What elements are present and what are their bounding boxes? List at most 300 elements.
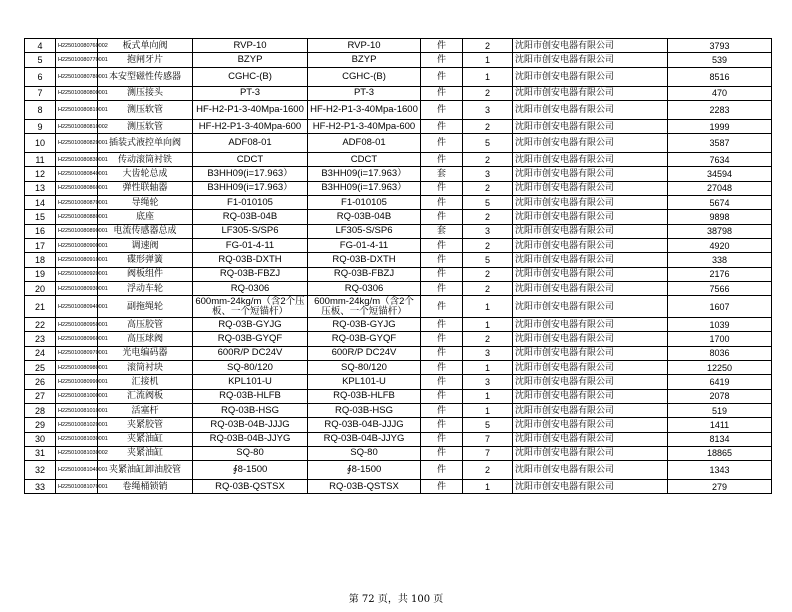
- model-number: SQ-80/120: [193, 361, 308, 375]
- table-row: [25, 253, 772, 267]
- model-number: RQ-03B-HLFB: [193, 389, 308, 403]
- material-code: H225010080870001: [56, 196, 98, 210]
- quantity: 2: [463, 86, 513, 100]
- material-code: H225010081010001: [56, 403, 98, 417]
- supplier-name: 沈阳市创安电器有限公司: [513, 67, 668, 86]
- amount: 3587: [668, 134, 772, 153]
- item-name: 抱闸牙片: [98, 53, 193, 67]
- model-number: BZYP: [193, 53, 308, 67]
- table-row: [25, 480, 772, 494]
- item-name: 插装式液控单向阀: [98, 134, 193, 153]
- amount: 38798: [668, 224, 772, 238]
- material-code: H225010080970001: [56, 346, 98, 360]
- unit: 套: [421, 224, 463, 238]
- specification: RQ-03B-GYQF: [308, 332, 421, 346]
- material-code: H225010080960001: [56, 332, 98, 346]
- quantity: 1: [463, 318, 513, 332]
- material-code: H225010080950001: [56, 318, 98, 332]
- row-number: 10: [25, 134, 56, 153]
- model-number: RQ-0306: [193, 281, 308, 295]
- model-number: ∮8-1500: [193, 461, 308, 480]
- quantity: 1: [463, 480, 513, 494]
- material-code: H225010080990001: [56, 375, 98, 389]
- item-name: 光电编码器: [98, 346, 193, 360]
- unit: 件: [421, 418, 463, 432]
- table-row: [25, 153, 772, 167]
- supplier-name: 沈阳市创安电器有限公司: [513, 389, 668, 403]
- supplier-name: 沈阳市创安电器有限公司: [513, 100, 668, 119]
- model-number: RQ-03B-HSG: [193, 403, 308, 417]
- item-name: 测压软管: [98, 119, 193, 133]
- item-name: 卷绳桶锁销: [98, 480, 193, 494]
- model-number: HF-H2-P1-3-40Mpa-600: [193, 119, 308, 133]
- material-code: H225010081030001: [56, 432, 98, 446]
- amount: 1607: [668, 296, 772, 318]
- table-row: [25, 389, 772, 403]
- quantity: 1: [463, 361, 513, 375]
- unit: 件: [421, 210, 463, 224]
- item-name: 夹紧油缸卸油胶管: [98, 461, 193, 480]
- amount: 1343: [668, 461, 772, 480]
- specification: BZYP: [308, 53, 421, 67]
- row-number: 7: [25, 86, 56, 100]
- row-number: 6: [25, 67, 56, 86]
- supplier-name: 沈阳市创安电器有限公司: [513, 153, 668, 167]
- quantity: 2: [463, 238, 513, 252]
- unit: 件: [421, 281, 463, 295]
- quantity: 3: [463, 167, 513, 181]
- model-number: RVP-10: [193, 39, 308, 53]
- unit: 件: [421, 432, 463, 446]
- item-name: 底座: [98, 210, 193, 224]
- table-row: [25, 134, 772, 153]
- page-footer: 第 72 页，共 100 页: [348, 594, 444, 605]
- material-code: H225010080890001: [56, 224, 98, 238]
- table-row: [25, 167, 772, 181]
- table-row: [25, 267, 772, 281]
- amount: 2176: [668, 267, 772, 281]
- specification: HF-H2-P1-3-40Mpa-1600: [308, 100, 421, 119]
- table-row: [25, 361, 772, 375]
- unit: 件: [421, 67, 463, 86]
- row-number: 26: [25, 375, 56, 389]
- material-code: H225010080840001: [56, 167, 98, 181]
- specification: RQ-03B-HSG: [308, 403, 421, 417]
- specification: B3HH09(i=17.963）: [308, 181, 421, 195]
- table-row: [25, 39, 772, 53]
- unit: 件: [421, 181, 463, 195]
- quantity: 2: [463, 153, 513, 167]
- quantity: 7: [463, 432, 513, 446]
- quantity: 2: [463, 461, 513, 480]
- quantity: 1: [463, 67, 513, 86]
- unit: 件: [421, 446, 463, 460]
- quantity: 2: [463, 210, 513, 224]
- amount: 7566: [668, 281, 772, 295]
- table-row: [25, 181, 772, 195]
- material-code: H225010080910001: [56, 253, 98, 267]
- table-row: [25, 238, 772, 252]
- quantity: 5: [463, 253, 513, 267]
- material-code: H225010080940001: [56, 296, 98, 318]
- model-number: FG-01-4-11: [193, 238, 308, 252]
- row-number: 5: [25, 53, 56, 67]
- unit: 件: [421, 389, 463, 403]
- material-code: H225010080920001: [56, 267, 98, 281]
- specification: RQ-0306: [308, 281, 421, 295]
- table-row: [25, 281, 772, 295]
- specification: HF-H2-P1-3-40Mpa-600: [308, 119, 421, 133]
- unit: 件: [421, 375, 463, 389]
- supplier-name: 沈阳市创安电器有限公司: [513, 361, 668, 375]
- row-number: 15: [25, 210, 56, 224]
- material-code: H225010080760002: [56, 39, 98, 53]
- model-number: HF-H2-P1-3-40Mpa-1600: [193, 100, 308, 119]
- item-name: 本安型磁性传感器: [98, 67, 193, 86]
- material-code: H225010080780001: [56, 67, 98, 86]
- model-number: 600mm-24kg/m（含2个压板、一个短锚杆）: [193, 296, 308, 318]
- supplier-name: 沈阳市创安电器有限公司: [513, 446, 668, 460]
- quantity: 2: [463, 39, 513, 53]
- table-row: [25, 375, 772, 389]
- material-code: H225010081070001: [56, 480, 98, 494]
- item-name: 高压胶管: [98, 318, 193, 332]
- material-code: H225010080820001: [56, 134, 98, 153]
- supplier-name: 沈阳市创安电器有限公司: [513, 210, 668, 224]
- material-code: H225010080930001: [56, 281, 98, 295]
- table-row: [25, 418, 772, 432]
- supplier-name: 沈阳市创安电器有限公司: [513, 196, 668, 210]
- item-name: 夹紧油缸: [98, 432, 193, 446]
- supplier-name: 沈阳市创安电器有限公司: [513, 238, 668, 252]
- specification: SQ-80/120: [308, 361, 421, 375]
- unit: 件: [421, 296, 463, 318]
- row-number: 28: [25, 403, 56, 417]
- supplier-name: 沈阳市创安电器有限公司: [513, 432, 668, 446]
- item-name: 测压软管: [98, 100, 193, 119]
- quantity: 5: [463, 418, 513, 432]
- table-row: [25, 432, 772, 446]
- item-name: 浮动车轮: [98, 281, 193, 295]
- amount: 519: [668, 403, 772, 417]
- model-number: LF305-S/SP6: [193, 224, 308, 238]
- amount: 470: [668, 86, 772, 100]
- quantity: 2: [463, 119, 513, 133]
- row-number: 18: [25, 253, 56, 267]
- table-row: [25, 67, 772, 86]
- supplier-name: 沈阳市创安电器有限公司: [513, 39, 668, 53]
- specification: FG-01-4-11: [308, 238, 421, 252]
- table-row: [25, 100, 772, 119]
- unit: 件: [421, 361, 463, 375]
- amount: 9898: [668, 210, 772, 224]
- amount: 6419: [668, 375, 772, 389]
- material-code: H225010081020001: [56, 418, 98, 432]
- row-number: 21: [25, 296, 56, 318]
- unit: 件: [421, 134, 463, 153]
- specification: CGHC-(B): [308, 67, 421, 86]
- supplier-name: 沈阳市创安电器有限公司: [513, 253, 668, 267]
- specification: F1-010105: [308, 196, 421, 210]
- quantity: 2: [463, 332, 513, 346]
- supplier-name: 沈阳市创安电器有限公司: [513, 119, 668, 133]
- specification: RQ-03B-QSTSX: [308, 480, 421, 494]
- supplier-name: 沈阳市创安电器有限公司: [513, 318, 668, 332]
- unit: 件: [421, 119, 463, 133]
- item-name: 阀板组件: [98, 267, 193, 281]
- model-number: F1-010105: [193, 196, 308, 210]
- item-name: 夹紧胶管: [98, 418, 193, 432]
- specification: RQ-03B-04B: [308, 210, 421, 224]
- specification: RQ-03B-FBZJ: [308, 267, 421, 281]
- model-number: B3HH09(i=17.963）: [193, 181, 308, 195]
- model-number: CGHC-(B): [193, 67, 308, 86]
- material-code: H225010081030002: [56, 446, 98, 460]
- model-number: RQ-03B-04B-JJYG: [193, 432, 308, 446]
- table-row: [25, 346, 772, 360]
- unit: 件: [421, 238, 463, 252]
- specification: RQ-03B-GYJG: [308, 318, 421, 332]
- amount: 279: [668, 480, 772, 494]
- model-number: RQ-03B-QSTSX: [193, 480, 308, 494]
- unit: 件: [421, 267, 463, 281]
- amount: 27048: [668, 181, 772, 195]
- amount: 8516: [668, 67, 772, 86]
- amount: 5674: [668, 196, 772, 210]
- amount: 12250: [668, 361, 772, 375]
- item-name: 滚筒衬块: [98, 361, 193, 375]
- model-number: RQ-03B-GYJG: [193, 318, 308, 332]
- material-code: H225010080800001: [56, 86, 98, 100]
- row-number: 23: [25, 332, 56, 346]
- material-code: H225010081000001: [56, 389, 98, 403]
- row-number: 32: [25, 461, 56, 480]
- supplier-name: 沈阳市创安电器有限公司: [513, 86, 668, 100]
- table-row: [25, 332, 772, 346]
- material-code: H225010080860001: [56, 181, 98, 195]
- amount: 1411: [668, 418, 772, 432]
- supplier-name: 沈阳市创安电器有限公司: [513, 418, 668, 432]
- quantity: 5: [463, 134, 513, 153]
- item-name: 弹性联轴器: [98, 181, 193, 195]
- unit: 件: [421, 153, 463, 167]
- specification: RVP-10: [308, 39, 421, 53]
- specification: CDCT: [308, 153, 421, 167]
- amount: 3793: [668, 39, 772, 53]
- amount: 4920: [668, 238, 772, 252]
- row-number: 33: [25, 480, 56, 494]
- row-number: 16: [25, 224, 56, 238]
- specification: 600mm-24kg/m（含2个压板、一个短锚杆）: [308, 296, 421, 318]
- amount: 1999: [668, 119, 772, 133]
- quantity: 3: [463, 100, 513, 119]
- quantity: 1: [463, 389, 513, 403]
- unit: 套: [421, 167, 463, 181]
- specification: RQ-03B-04B-JJYG: [308, 432, 421, 446]
- material-code: H225010080810001: [56, 100, 98, 119]
- unit: 件: [421, 318, 463, 332]
- supplier-name: 沈阳市创安电器有限公司: [513, 296, 668, 318]
- material-code: H225010080830001: [56, 153, 98, 167]
- table-row: [25, 210, 772, 224]
- unit: 件: [421, 53, 463, 67]
- supplier-name: 沈阳市创安电器有限公司: [513, 375, 668, 389]
- supplier-name: 沈阳市创安电器有限公司: [513, 461, 668, 480]
- unit: 件: [421, 253, 463, 267]
- material-code: H225010080880001: [56, 210, 98, 224]
- model-number: B3HH09(i=17.963）: [193, 167, 308, 181]
- amount: 1700: [668, 332, 772, 346]
- supplier-name: 沈阳市创安电器有限公司: [513, 167, 668, 181]
- row-number: 25: [25, 361, 56, 375]
- quantity: 1: [463, 296, 513, 318]
- model-number: CDCT: [193, 153, 308, 167]
- row-number: 17: [25, 238, 56, 252]
- specification: B3HH09(i=17.963）: [308, 167, 421, 181]
- row-number: 4: [25, 39, 56, 53]
- specification: LF305-S/SP6: [308, 224, 421, 238]
- item-name: 碟形弹簧: [98, 253, 193, 267]
- model-number: RQ-03B-04B-JJJG: [193, 418, 308, 432]
- table-row: [25, 224, 772, 238]
- unit: 件: [421, 196, 463, 210]
- row-number: 12: [25, 167, 56, 181]
- row-number: 30: [25, 432, 56, 446]
- quantity: 1: [463, 53, 513, 67]
- model-number: RQ-03B-04B: [193, 210, 308, 224]
- supplier-name: 沈阳市创安电器有限公司: [513, 346, 668, 360]
- material-code: H225010080980001: [56, 361, 98, 375]
- supplier-name: 沈阳市创安电器有限公司: [513, 281, 668, 295]
- model-number: RQ-03B-FBZJ: [193, 267, 308, 281]
- table-row: [25, 461, 772, 480]
- item-name: 传动滚筒衬铁: [98, 153, 193, 167]
- material-code: H225010080900001: [56, 238, 98, 252]
- model-number: ADF08-01: [193, 134, 308, 153]
- row-number: 24: [25, 346, 56, 360]
- amount: 34594: [668, 167, 772, 181]
- unit: 件: [421, 332, 463, 346]
- supplier-name: 沈阳市创安电器有限公司: [513, 53, 668, 67]
- row-number: 8: [25, 100, 56, 119]
- parts-table: [24, 38, 772, 494]
- model-number: KPL101-U: [193, 375, 308, 389]
- item-name: 汇接机: [98, 375, 193, 389]
- item-name: 高压球阀: [98, 332, 193, 346]
- unit: 件: [421, 346, 463, 360]
- row-number: 19: [25, 267, 56, 281]
- quantity: 3: [463, 346, 513, 360]
- material-code: H225010080810002: [56, 119, 98, 133]
- supplier-name: 沈阳市创安电器有限公司: [513, 134, 668, 153]
- item-name: 电流传感器总成: [98, 224, 193, 238]
- specification: ∮8-1500: [308, 461, 421, 480]
- item-name: 测压接头: [98, 86, 193, 100]
- item-name: 导绳轮: [98, 196, 193, 210]
- amount: 539: [668, 53, 772, 67]
- specification: SQ-80: [308, 446, 421, 460]
- item-name: 大齿轮总成: [98, 167, 193, 181]
- supplier-name: 沈阳市创安电器有限公司: [513, 403, 668, 417]
- supplier-name: 沈阳市创安电器有限公司: [513, 480, 668, 494]
- supplier-name: 沈阳市创安电器有限公司: [513, 332, 668, 346]
- specification: 600R/P DC24V: [308, 346, 421, 360]
- item-name: 汇流阀板: [98, 389, 193, 403]
- amount: 8134: [668, 432, 772, 446]
- quantity: 3: [463, 375, 513, 389]
- row-number: 31: [25, 446, 56, 460]
- table-row: [25, 196, 772, 210]
- model-number: RQ-03B-GYQF: [193, 332, 308, 346]
- quantity: 2: [463, 181, 513, 195]
- specification: KPL101-U: [308, 375, 421, 389]
- row-number: 13: [25, 181, 56, 195]
- item-name: 调速阀: [98, 238, 193, 252]
- model-number: PT-3: [193, 86, 308, 100]
- model-number: RQ-03B-DXTH: [193, 253, 308, 267]
- row-number: 20: [25, 281, 56, 295]
- row-number: 14: [25, 196, 56, 210]
- row-number: 27: [25, 389, 56, 403]
- unit: 件: [421, 100, 463, 119]
- table-row: [25, 446, 772, 460]
- specification: RQ-03B-HLFB: [308, 389, 421, 403]
- specification: RQ-03B-04B-JJJG: [308, 418, 421, 432]
- row-number: 22: [25, 318, 56, 332]
- amount: 8036: [668, 346, 772, 360]
- unit: 件: [421, 86, 463, 100]
- unit: 件: [421, 461, 463, 480]
- item-name: 夹紧油缸: [98, 446, 193, 460]
- unit: 件: [421, 480, 463, 494]
- row-number: 11: [25, 153, 56, 167]
- table-row: [25, 403, 772, 417]
- row-number: 29: [25, 418, 56, 432]
- amount: 18865: [668, 446, 772, 460]
- table-row: [25, 86, 772, 100]
- unit: 件: [421, 403, 463, 417]
- material-code: H225010080770001: [56, 53, 98, 67]
- table-row: [25, 296, 772, 318]
- specification: RQ-03B-DXTH: [308, 253, 421, 267]
- quantity: 5: [463, 196, 513, 210]
- amount: 2283: [668, 100, 772, 119]
- supplier-name: 沈阳市创安电器有限公司: [513, 267, 668, 281]
- quantity: 7: [463, 446, 513, 460]
- item-name: 板式单向阀: [98, 39, 193, 53]
- row-number: 9: [25, 119, 56, 133]
- item-name: 活塞杆: [98, 403, 193, 417]
- item-name: 副拖绳轮: [98, 296, 193, 318]
- model-number: 600R/P DC24V: [193, 346, 308, 360]
- supplier-name: 沈阳市创安电器有限公司: [513, 224, 668, 238]
- amount: 338: [668, 253, 772, 267]
- table-row: [25, 119, 772, 133]
- amount: 7634: [668, 153, 772, 167]
- unit: 件: [421, 39, 463, 53]
- amount: 1039: [668, 318, 772, 332]
- quantity: 1: [463, 403, 513, 417]
- specification: ADF08-01: [308, 134, 421, 153]
- model-number: SQ-80: [193, 446, 308, 460]
- table-row: [25, 53, 772, 67]
- material-code: H225010081040001: [56, 461, 98, 480]
- specification: PT-3: [308, 86, 421, 100]
- quantity: 3: [463, 224, 513, 238]
- supplier-name: 沈阳市创安电器有限公司: [513, 181, 668, 195]
- amount: 2078: [668, 389, 772, 403]
- quantity: 2: [463, 281, 513, 295]
